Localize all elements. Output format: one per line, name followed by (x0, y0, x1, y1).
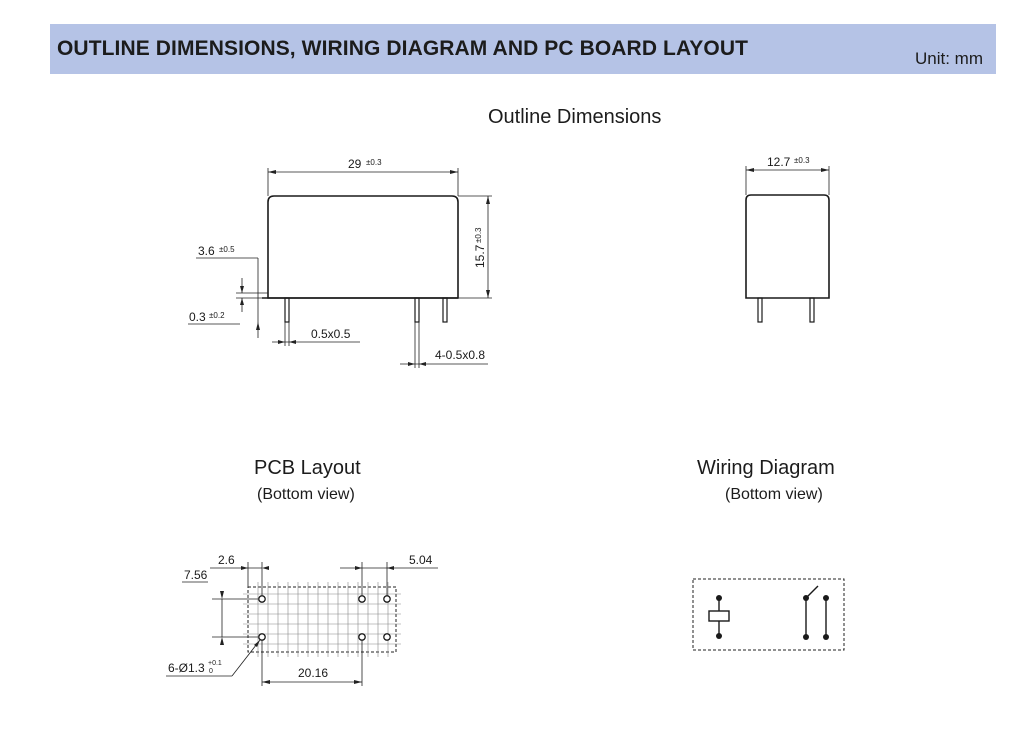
pcb-grid (243, 582, 401, 657)
standoff-tolerance: ±0.2 (209, 311, 225, 320)
length-dim-value: 29 (348, 157, 362, 171)
unit-label: Unit: mm (915, 49, 983, 68)
pcb-hole-tol-upper: +0.1 (208, 660, 222, 667)
front-pin-1 (285, 298, 289, 322)
large-pin-size: 4-0.5x0.8 (435, 348, 486, 362)
relay-coil-symbol (709, 595, 729, 639)
pcb-hole-2 (259, 634, 265, 640)
width-dim-tolerance: ±0.3 (794, 156, 810, 165)
front-outline-view (188, 157, 492, 368)
front-pin-2 (415, 298, 419, 322)
pcb-hole-6 (384, 634, 390, 640)
pcb-layout-title: PCB Layout (254, 457, 361, 479)
section-title: OUTLINE DIMENSIONS, WIRING DIAGRAM AND PC BOARD LAYOUT (57, 37, 749, 60)
height-dim-tolerance: ±0.3 (474, 227, 483, 243)
pcb-hole-5 (384, 596, 390, 602)
side-pin-1 (758, 298, 762, 322)
standoff-value: 0.3 (189, 310, 206, 324)
outline-dimensions-title: Outline Dimensions (488, 106, 662, 128)
length-dim-tolerance: ±0.3 (366, 158, 382, 167)
pcb-dim-vertical: 7.56 (184, 568, 208, 582)
pcb-hole-1 (259, 596, 265, 602)
side-pin-2 (810, 298, 814, 322)
pcb-pitch: 20.16 (298, 666, 329, 680)
wiring-diagram-title: Wiring Diagram (697, 457, 835, 479)
pcb-layout (166, 553, 438, 686)
wiring-diagram (693, 579, 844, 650)
relay-contact-symbol (803, 586, 829, 640)
front-relay-body (268, 196, 458, 298)
width-dim-value: 12.7 (767, 155, 791, 169)
pcb-hole-tol-lower: 0 (209, 668, 213, 675)
side-outline-view (746, 155, 829, 322)
side-relay-body (746, 195, 829, 298)
pcb-footprint-outline (248, 587, 396, 652)
pcb-layout-subtitle: (Bottom view) (257, 486, 355, 503)
small-pin-size: 0.5x0.5 (311, 327, 351, 341)
pin-length-value: 3.6 (198, 244, 215, 258)
pcb-hole-3 (359, 596, 365, 602)
pcb-dim-right: 5.04 (409, 553, 433, 567)
front-pin-3 (443, 298, 447, 322)
height-dim-value: 15.7 (473, 244, 487, 268)
pcb-hole-label: 6-Ø1.3 (168, 661, 205, 675)
pcb-dim-left: 2.6 (218, 553, 235, 567)
wiring-diagram-subtitle: (Bottom view) (725, 486, 823, 503)
pin-length-tolerance: ±0.5 (219, 245, 235, 254)
pcb-hole-4 (359, 634, 365, 640)
